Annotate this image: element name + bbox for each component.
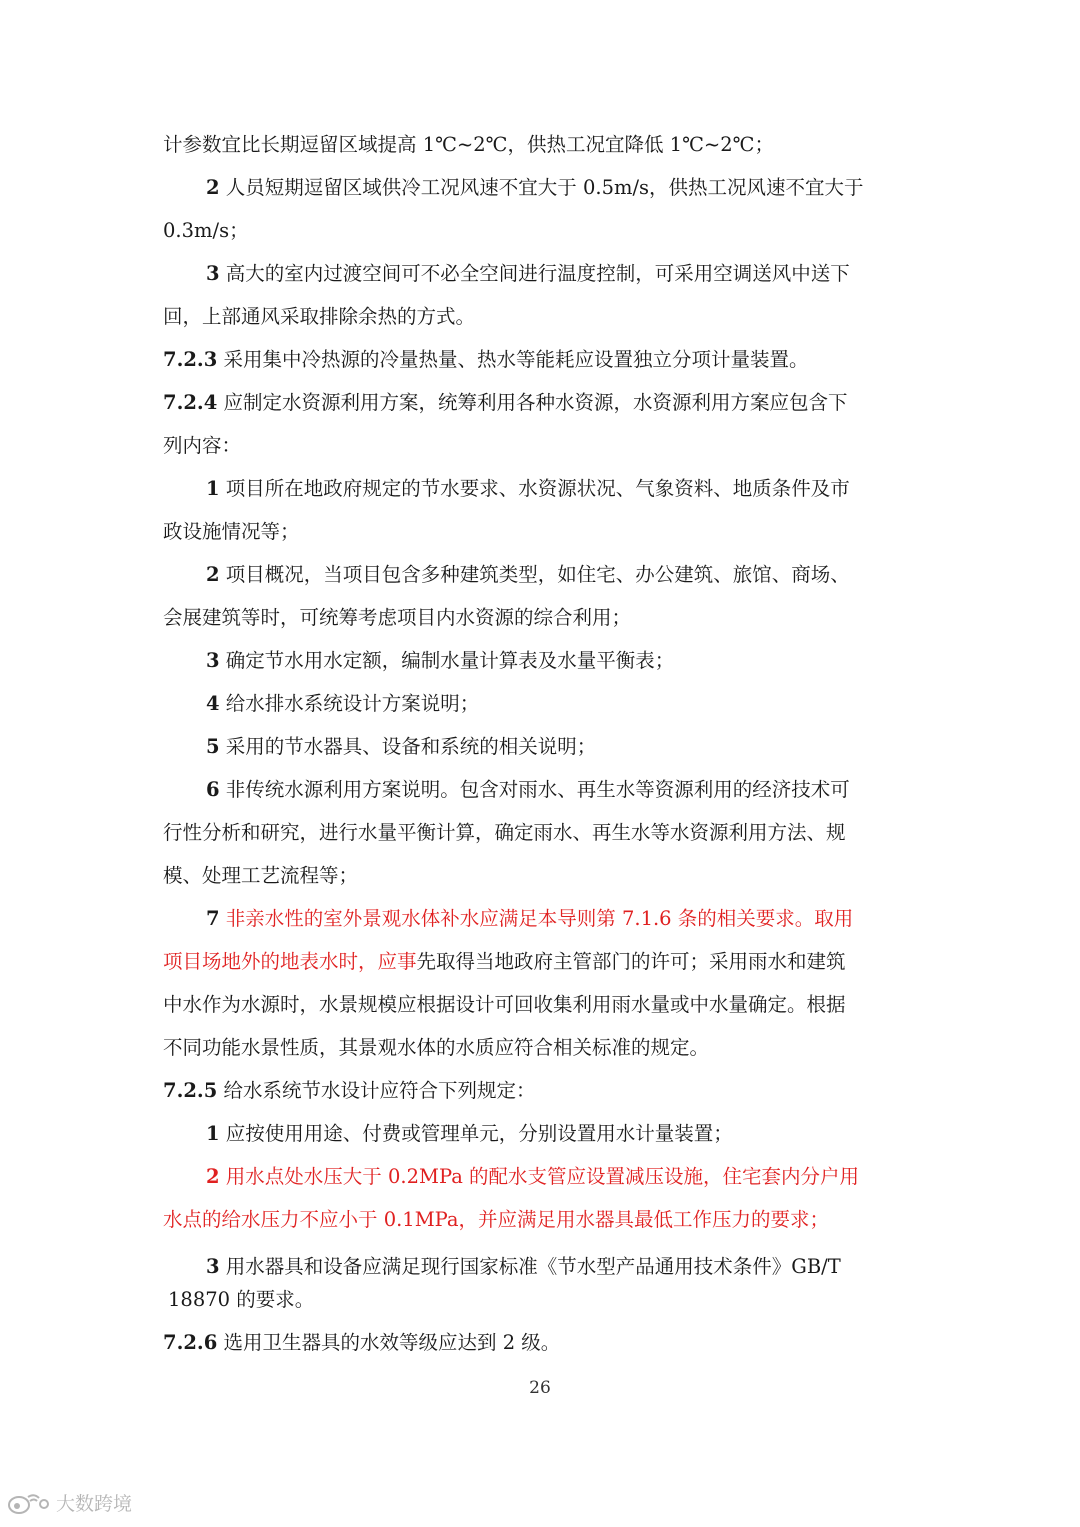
line-text: 采用的节水器具、设备和系统的相关说明； xyxy=(219,735,597,758)
line-text: 0.3m/s； xyxy=(163,219,249,242)
text-line xyxy=(163,518,300,546)
text-line xyxy=(163,1206,829,1234)
list-item-line xyxy=(206,561,850,589)
line-text: 非传统水源利用方案说明。包含对雨水、再生水等资源利用的经济技术可 xyxy=(219,778,850,801)
line-text: 应制定水资源利用方案，统筹利用各种水资源，水资源利用方案应包含下 xyxy=(217,391,848,414)
list-item-line xyxy=(206,174,864,202)
text-line xyxy=(163,217,249,245)
item-number: 3 xyxy=(206,262,220,285)
text-line xyxy=(163,303,475,331)
highlighted-text: 非亲水性的室外景观水体补水应满足本导则第 7.1.6 条的相关要求。取用 xyxy=(219,907,854,930)
item-number: 3 xyxy=(206,1255,220,1278)
list-item-line xyxy=(206,690,479,718)
item-number: 2 xyxy=(206,1165,220,1188)
line-text: 用水器具和设备应满足现行国家标准《节水型产品通用技术条件》GB/T xyxy=(219,1255,841,1278)
text-line xyxy=(163,131,774,159)
list-item-line xyxy=(206,905,853,933)
text-line xyxy=(163,432,241,460)
page-number: 26 xyxy=(529,1378,551,1398)
item-number: 1 xyxy=(206,1122,220,1145)
clause-number: 7.2.3 xyxy=(163,348,218,371)
text-line xyxy=(168,1286,314,1314)
line-text: 确定节水用水定额，编制水量计算表及水量平衡表； xyxy=(219,649,675,672)
clause-line xyxy=(163,346,809,374)
clause-number: 7.2.6 xyxy=(163,1331,218,1354)
line-text: 采用集中冷热源的冷量热量、热水等能耗应设置独立分项计量装置。 xyxy=(217,348,809,371)
highlighted-text: 用水点处水压大于 0.2MPa 的配水支管应设置减压设施，住宅套内分户用 xyxy=(219,1165,860,1188)
text-line xyxy=(163,1034,709,1062)
text-line xyxy=(163,862,358,890)
line-text: 模、处理工艺流程等； xyxy=(163,864,359,887)
list-item-line xyxy=(206,1253,841,1281)
item-number: 5 xyxy=(206,735,220,758)
list-item-line xyxy=(206,260,850,288)
line-text: 给水排水系统设计方案说明； xyxy=(219,692,480,715)
line-text: 行性分析和研究，进行水量平衡计算，确定雨水、再生水等水资源利用方法、规 xyxy=(163,821,846,844)
text-line xyxy=(163,819,846,847)
clause-line xyxy=(163,1329,560,1357)
clause-line xyxy=(163,1077,536,1105)
item-number: 2 xyxy=(206,176,220,199)
line-text: 18870 的要求。 xyxy=(168,1288,315,1311)
line-text: 回，上部通风采取排除余热的方式。 xyxy=(163,305,476,328)
clause-number: 7.2.5 xyxy=(163,1079,218,1102)
list-item-line xyxy=(206,475,850,503)
item-number: 3 xyxy=(206,649,220,672)
list-item-line xyxy=(206,733,596,761)
watermark xyxy=(6,1489,132,1516)
weibo-like-logo-icon xyxy=(6,1490,50,1516)
list-item-line xyxy=(206,647,674,675)
clause-line xyxy=(163,389,848,417)
line-text: 高大的室内过渡空间可不必全空间进行温度控制，可采用空调送风中送下 xyxy=(219,262,850,285)
text-line xyxy=(163,991,846,1019)
highlighted-text: 项目场地外的地表水时，应事 xyxy=(163,950,417,973)
line-text: 政设施情况等； xyxy=(163,520,300,543)
item-number: 7 xyxy=(206,907,220,930)
line-text: 列内容： xyxy=(163,434,242,457)
line-text: 计参数宜比长期逗留区域提高 1℃~2℃，供热工况宜降低 1℃~2℃； xyxy=(163,133,774,156)
line-text: 项目概况，当项目包含多种建筑类型，如住宅、办公建筑、旅馆、商场、 xyxy=(219,563,850,586)
line-text: 应按使用用途、付费或管理单元，分别设置用水计量装置； xyxy=(219,1122,733,1145)
list-item-line xyxy=(206,1163,859,1191)
line-text: 会展建筑等时，可统筹考虑项目内水资源的综合利用； xyxy=(163,606,632,629)
line-text: 选用卫生器具的水效等级应达到 2 级。 xyxy=(217,1331,561,1354)
line-text: 给水系统节水设计应符合下列规定： xyxy=(217,1079,536,1102)
item-number: 6 xyxy=(206,778,220,801)
watermark-text: 大数跨境 xyxy=(56,1493,133,1515)
line-text: 先取得当地政府主管部门的许可；采用雨水和建筑 xyxy=(416,950,846,973)
line-text: 中水作为水源时，水景规模应根据设计可回收集利用雨水量或中水量确定。根据 xyxy=(163,993,846,1016)
line-text: 不同功能水景性质，其景观水体的水质应符合相关标准的规定。 xyxy=(163,1036,710,1059)
list-item-line xyxy=(206,776,850,804)
text-line xyxy=(163,604,631,632)
line-text: 项目所在地政府规定的节水要求、水资源状况、气象资料、地质条件及市 xyxy=(219,477,850,500)
highlighted-text: 水点的给水压力不应小于 0.1MPa，并应满足用水器具最低工作压力的要求； xyxy=(163,1208,830,1231)
text-line xyxy=(163,948,846,976)
line-text: 人员短期逗留区域供冷工况风速不宜大于 0.5m/s，供热工况风速不宜大于 xyxy=(219,176,864,199)
item-number: 1 xyxy=(206,477,220,500)
clause-number: 7.2.4 xyxy=(163,391,218,414)
item-number: 4 xyxy=(206,692,220,715)
list-item-line xyxy=(206,1120,733,1148)
item-number: 2 xyxy=(206,563,220,586)
